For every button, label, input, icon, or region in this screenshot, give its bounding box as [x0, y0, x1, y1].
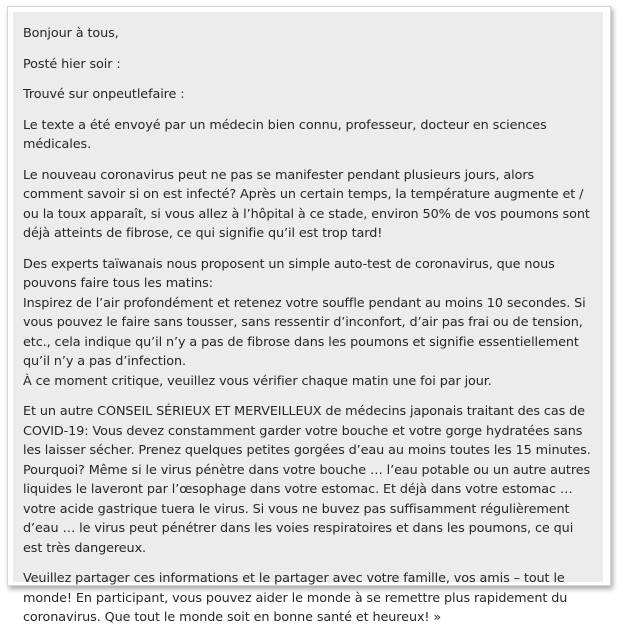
quote-panel — [13, 12, 603, 625]
greeting: Bonjour à tous, — [23, 26, 119, 41]
self-test-reminder: À ce moment critique, veuillez vous vérifier chaque matin une foi par jour. — [23, 373, 492, 389]
message-body — [13, 12, 603, 628]
posted-line: Posté hier soir : — [23, 56, 121, 72]
self-test-intro: Des experts taïwanais nous proposent un simple auto-test de coronavirus, que nous pouvons faire tous les matins: — [23, 256, 555, 291]
self-test-instructions: Inspirez de l’air profondément et retenez votre souffle pendant au moins 10 secondes. Si vous pouvez le faire sans tousser, sans ressentir d’inconfort, d’air pas frai ou de tension, etc., cela indique qu’il n’y a pas de fibrose dans les poumons et signifie essentiellement qu’il n’y a pas d’infection. — [23, 295, 586, 369]
symptoms-paragraph: Le nouveau coronavirus peut ne pas se manifester pendant plusieurs jours, alors comment savoir si on est infecté? Après un certain temps, la température augmente et / ou la toux apparaît, si vous allez à l’hôpital à ce stade, environ 50% de vos poumons sont déjà atteints de fibrose, ce qui signifie qu’il est trop tard! — [23, 167, 590, 241]
self-test-paragraph — [23, 255, 593, 392]
intro-paragraph: Le texte a été envoyé par un médecin bien connu, professeur, docteur en sciences médicales. — [23, 117, 547, 152]
source-line: Trouvé sur onpeutlefaire : — [23, 87, 185, 102]
share-paragraph: Veuillez partager ces informations et le partager avec votre famille, vos amis – tout le monde! En participant, vous pouvez aider le monde à se remettre plus rapidement du coronavirus. Que tout le monde soit en bonne santé et heureux! » — [23, 571, 568, 625]
hydration-paragraph: Et un autre CONSEIL SÉRIEUX ET MERVEILLEUX de médecins japonais traitant des cas de COVID-19: Vous devez constamment garder votre bouche et votre gorge hydratées sans les laisser sécher. Prenez quelques petites gorgées d’eau au moins toutes les 15 minutes. Pourquoi? Même si le virus pénètre dans votre bouche … l’eau potable ou un autre autres liquides le laveront par l’œsophage dans votre estomac. Et déjà dans votre estomac … votre acide gastrique tuera le virus. Si vous ne buvez pas suffisamment régulièrement d’eau … le virus peut pénétrer dans les voies respiratoires et dans les poumons, ce qui est très dangereux. — [23, 404, 591, 556]
